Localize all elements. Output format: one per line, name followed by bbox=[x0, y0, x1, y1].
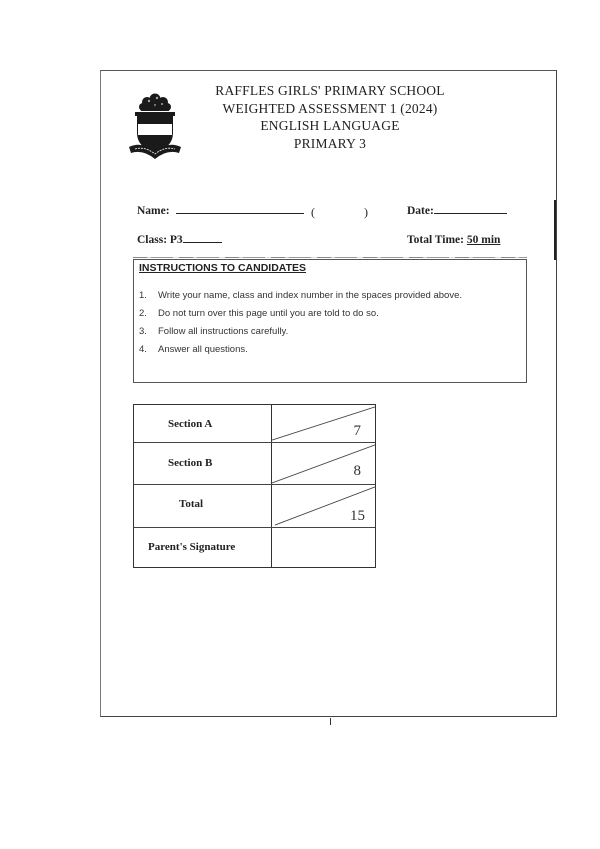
page-number-mark bbox=[330, 718, 331, 725]
index-paren-close: ) bbox=[364, 205, 368, 219]
instruction-number: 2. bbox=[139, 308, 147, 319]
school-name: RAFFLES GIRLS' PRIMARY SCHOOL bbox=[215, 83, 445, 98]
instruction-text: Answer all questions. bbox=[158, 344, 248, 355]
score-label: Parent's Signature bbox=[134, 528, 272, 567]
index-paren-open: ( bbox=[311, 205, 315, 219]
name-label: Name: bbox=[137, 205, 170, 217]
divider bbox=[133, 257, 527, 258]
score-row-section-a bbox=[134, 405, 375, 443]
instruction-text: Write your name, class and index number in the spaces provided above. bbox=[158, 290, 462, 301]
score-row-parent-signature bbox=[134, 528, 375, 567]
instruction-number: 1. bbox=[139, 290, 147, 301]
scan-artifact bbox=[554, 200, 556, 260]
date-blank[interactable] bbox=[434, 212, 507, 214]
max-marks: 8 bbox=[353, 463, 361, 479]
class-blank[interactable] bbox=[183, 241, 222, 243]
date-label: Date: bbox=[407, 205, 434, 217]
signature-cell[interactable] bbox=[272, 528, 375, 567]
score-label: Total bbox=[134, 485, 272, 527]
page-border bbox=[100, 70, 557, 717]
instruction-item bbox=[139, 326, 462, 344]
total-time-value: 50 min bbox=[466, 234, 501, 246]
score-cell[interactable] bbox=[272, 443, 375, 484]
max-marks: 7 bbox=[353, 423, 361, 439]
instruction-item bbox=[139, 290, 462, 308]
instruction-number: 3. bbox=[139, 326, 147, 337]
instruction-item bbox=[139, 344, 462, 362]
score-row-section-b bbox=[134, 443, 375, 485]
document-header bbox=[180, 82, 480, 152]
instructions-list bbox=[139, 290, 462, 362]
score-cell[interactable] bbox=[272, 485, 375, 527]
score-cell[interactable] bbox=[272, 405, 375, 442]
subject-title: ENGLISH LANGUAGE bbox=[260, 118, 400, 133]
score-table bbox=[133, 404, 376, 568]
instruction-item bbox=[139, 308, 462, 326]
instruction-text: Do not turn over this page until you are told to do so. bbox=[158, 308, 379, 319]
total-time-field bbox=[407, 234, 500, 246]
instruction-text: Follow all instructions carefully. bbox=[158, 326, 289, 337]
instructions-box bbox=[133, 259, 527, 383]
max-marks: 15 bbox=[350, 508, 365, 524]
class-label: Class: P3 bbox=[137, 234, 183, 246]
class-field bbox=[137, 234, 222, 246]
name-field bbox=[137, 205, 304, 217]
score-label: Section B bbox=[134, 443, 272, 484]
name-blank[interactable] bbox=[176, 212, 304, 214]
instructions-title: INSTRUCTIONS TO CANDIDATES bbox=[139, 262, 307, 274]
level-title: PRIMARY 3 bbox=[293, 135, 367, 151]
total-time-label: Total Time: bbox=[407, 234, 464, 246]
date-field bbox=[407, 205, 507, 217]
score-label: Section A bbox=[134, 405, 272, 442]
assessment-title: WEIGHTED ASSESSMENT 1 (2024) bbox=[222, 100, 438, 116]
score-row-total bbox=[134, 485, 375, 528]
school-crest-icon bbox=[127, 93, 183, 161]
instruction-number: 4. bbox=[139, 344, 147, 355]
